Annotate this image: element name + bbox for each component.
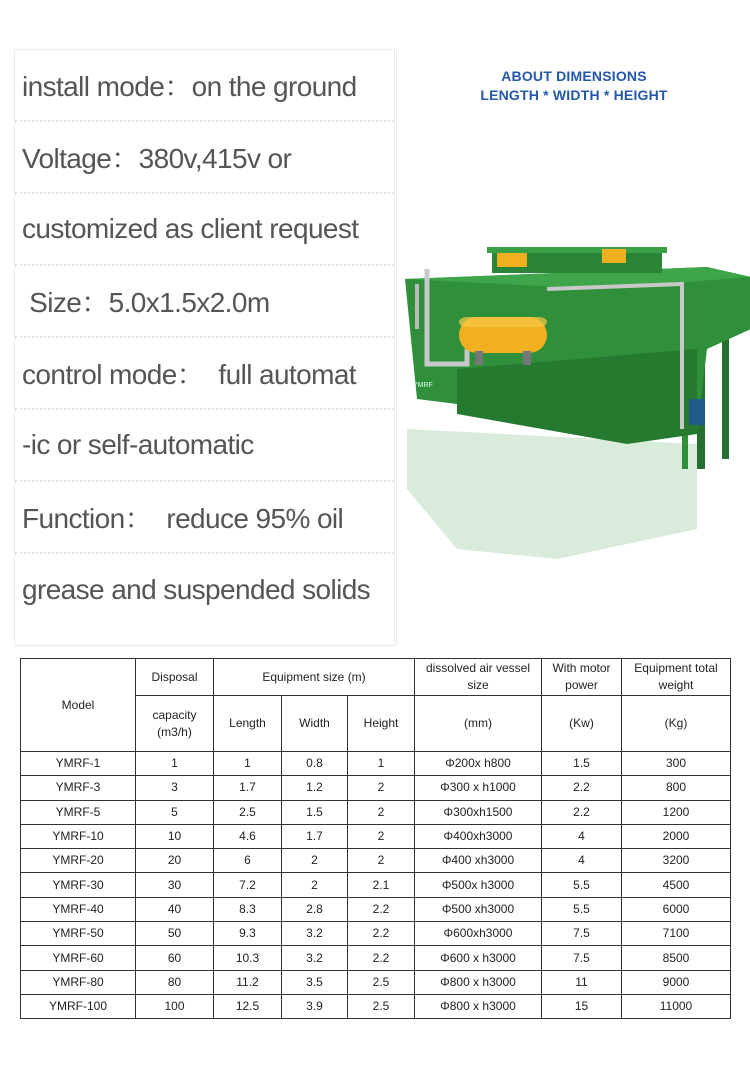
cell-height: 2.1 bbox=[348, 873, 415, 897]
table-row bbox=[21, 922, 731, 946]
header-width: Width bbox=[282, 696, 348, 752]
table-row bbox=[21, 946, 731, 970]
cell-vessel-size: Φ300 x h1000 bbox=[415, 776, 542, 800]
cell-length: 1 bbox=[214, 752, 282, 776]
cell-motor-power: 15 bbox=[542, 994, 622, 1018]
cell-model: YMRF-80 bbox=[21, 970, 136, 994]
header-length: Length bbox=[214, 696, 282, 752]
cell-total-weight: 3200 bbox=[622, 849, 731, 873]
cell-vessel-size: Φ400xh3000 bbox=[415, 824, 542, 848]
cell-width: 3.2 bbox=[282, 946, 348, 970]
cell-motor-power: 2.2 bbox=[542, 776, 622, 800]
table-row bbox=[21, 752, 731, 776]
table-body bbox=[21, 752, 731, 1019]
cell-width: 2.8 bbox=[282, 897, 348, 921]
cell-vessel-size: Φ500 xh3000 bbox=[415, 897, 542, 921]
cell-motor-power: 4 bbox=[542, 849, 622, 873]
table-row bbox=[21, 970, 731, 994]
table-row bbox=[21, 849, 731, 873]
cell-total-weight: 800 bbox=[622, 776, 731, 800]
cell-width: 3.9 bbox=[282, 994, 348, 1018]
cell-total-weight: 7100 bbox=[622, 922, 731, 946]
cell-model: YMRF-50 bbox=[21, 922, 136, 946]
cell-width: 2 bbox=[282, 873, 348, 897]
cell-capacity: 40 bbox=[136, 897, 214, 921]
cell-vessel-size: Φ600 x h3000 bbox=[415, 946, 542, 970]
cell-height: 2 bbox=[348, 849, 415, 873]
cell-capacity: 1 bbox=[136, 752, 214, 776]
machine-brand-label: YMRF bbox=[413, 382, 433, 389]
table-row bbox=[21, 873, 731, 897]
spec-item-voltage: Voltage：380v,415v or bbox=[15, 122, 394, 194]
cell-capacity: 50 bbox=[136, 922, 214, 946]
cell-total-weight: 300 bbox=[622, 752, 731, 776]
cell-capacity: 3 bbox=[136, 776, 214, 800]
cell-capacity: 80 bbox=[136, 970, 214, 994]
cell-model: YMRF-20 bbox=[21, 849, 136, 873]
header-weight: Equipment total weight bbox=[622, 659, 731, 696]
cell-capacity: 60 bbox=[136, 946, 214, 970]
cell-height: 2.5 bbox=[348, 970, 415, 994]
dimensions-caption-line2: LENGTH * WIDTH * HEIGHT bbox=[480, 87, 668, 103]
cell-model: YMRF-30 bbox=[21, 873, 136, 897]
cell-capacity: 20 bbox=[136, 849, 214, 873]
cell-vessel-size: Φ800 x h3000 bbox=[415, 970, 542, 994]
cell-total-weight: 9000 bbox=[622, 970, 731, 994]
cell-width: 2 bbox=[282, 849, 348, 873]
cell-total-weight: 2000 bbox=[622, 824, 731, 848]
table-row bbox=[21, 776, 731, 800]
cell-motor-power: 4 bbox=[542, 824, 622, 848]
cell-vessel-size: Φ600xh3000 bbox=[415, 922, 542, 946]
cell-width: 3.2 bbox=[282, 922, 348, 946]
cell-vessel-size: Φ800 x h3000 bbox=[415, 994, 542, 1018]
specification-table bbox=[20, 658, 731, 1019]
header-motor: With motor power bbox=[542, 659, 622, 696]
cell-width: 1.5 bbox=[282, 800, 348, 824]
cell-height: 2.5 bbox=[348, 994, 415, 1018]
cell-height: 2.2 bbox=[348, 922, 415, 946]
cell-total-weight: 11000 bbox=[622, 994, 731, 1018]
header-disposal: Disposal bbox=[136, 659, 214, 696]
table-row bbox=[21, 897, 731, 921]
cell-length: 4.6 bbox=[214, 824, 282, 848]
cell-vessel-size: Φ300xh1500 bbox=[415, 800, 542, 824]
cell-height: 2.2 bbox=[348, 946, 415, 970]
cell-height: 2.2 bbox=[348, 897, 415, 921]
cell-length: 7.2 bbox=[214, 873, 282, 897]
cell-length: 6 bbox=[214, 849, 282, 873]
dimensions-caption bbox=[397, 67, 750, 105]
spec-item-function-cont: grease and suspended solids bbox=[22, 574, 371, 605]
cell-vessel-size: Φ400 xh3000 bbox=[415, 849, 542, 873]
cell-height: 2 bbox=[348, 776, 415, 800]
header-weight-unit: (Kg) bbox=[622, 696, 731, 752]
header-motor-unit: (Kw) bbox=[542, 696, 622, 752]
cell-model: YMRF-40 bbox=[21, 897, 136, 921]
cell-length: 8.3 bbox=[214, 897, 282, 921]
cell-length: 1.7 bbox=[214, 776, 282, 800]
cell-capacity: 30 bbox=[136, 873, 214, 897]
cell-width: 0.8 bbox=[282, 752, 348, 776]
cell-motor-power: 7.5 bbox=[542, 922, 622, 946]
cell-model: YMRF-1 bbox=[21, 752, 136, 776]
cell-motor-power: 1.5 bbox=[542, 752, 622, 776]
cell-model: YMRF-100 bbox=[21, 994, 136, 1018]
cell-capacity: 10 bbox=[136, 824, 214, 848]
cell-capacity: 100 bbox=[136, 994, 214, 1018]
spec-item-control-mode-cont: -ic or self-automatic bbox=[15, 410, 394, 482]
header-height: Height bbox=[348, 696, 415, 752]
cell-total-weight: 4500 bbox=[622, 873, 731, 897]
cell-total-weight: 1200 bbox=[622, 800, 731, 824]
cell-capacity: 5 bbox=[136, 800, 214, 824]
cell-motor-power: 5.5 bbox=[542, 873, 622, 897]
header-equipment-size: Equipment size (m) bbox=[214, 659, 415, 696]
dimensions-caption-line1: ABOUT DIMENSIONS bbox=[501, 68, 647, 84]
daf-machine-illustration bbox=[397, 229, 750, 559]
cell-height: 2 bbox=[348, 800, 415, 824]
header-vessel-unit: (mm) bbox=[415, 696, 542, 752]
spec-item-function: Function： reduce 95% oil bbox=[15, 482, 394, 554]
header-model: Model bbox=[21, 659, 136, 752]
cell-height: 1 bbox=[348, 752, 415, 776]
table-row bbox=[21, 994, 731, 1018]
cell-motor-power: 7.5 bbox=[542, 946, 622, 970]
cell-total-weight: 6000 bbox=[622, 897, 731, 921]
cell-model: YMRF-5 bbox=[21, 800, 136, 824]
header-vessel: dissolved air vessel size bbox=[415, 659, 542, 696]
cell-vessel-size: Φ500x h3000 bbox=[415, 873, 542, 897]
cell-model: YMRF-3 bbox=[21, 776, 136, 800]
spec-item-install-mode: install mode：on the ground bbox=[15, 50, 394, 122]
cell-motor-power: 5.5 bbox=[542, 897, 622, 921]
cell-total-weight: 8500 bbox=[622, 946, 731, 970]
cell-width: 3.5 bbox=[282, 970, 348, 994]
cell-vessel-size: Φ200x h800 bbox=[415, 752, 542, 776]
cell-height: 2 bbox=[348, 824, 415, 848]
cell-width: 1.7 bbox=[282, 824, 348, 848]
header-capacity: capacity (m3/h) bbox=[136, 696, 214, 752]
cell-width: 1.2 bbox=[282, 776, 348, 800]
product-image-panel bbox=[396, 49, 750, 646]
cell-length: 11.2 bbox=[214, 970, 282, 994]
table-row bbox=[21, 800, 731, 824]
cell-model: YMRF-60 bbox=[21, 946, 136, 970]
cell-length: 10.3 bbox=[214, 946, 282, 970]
cell-length: 2.5 bbox=[214, 800, 282, 824]
cell-length: 12.5 bbox=[214, 994, 282, 1018]
cell-motor-power: 2.2 bbox=[542, 800, 622, 824]
cell-model: YMRF-10 bbox=[21, 824, 136, 848]
table-row bbox=[21, 824, 731, 848]
cell-motor-power: 11 bbox=[542, 970, 622, 994]
spec-item-voltage-cont: customized as client request bbox=[15, 194, 394, 266]
spec-list bbox=[14, 49, 395, 646]
spec-item-size: Size：5.0x1.5x2.0m bbox=[15, 266, 394, 338]
spec-item-control-mode: control mode： full automat bbox=[15, 338, 394, 410]
cell-length: 9.3 bbox=[214, 922, 282, 946]
